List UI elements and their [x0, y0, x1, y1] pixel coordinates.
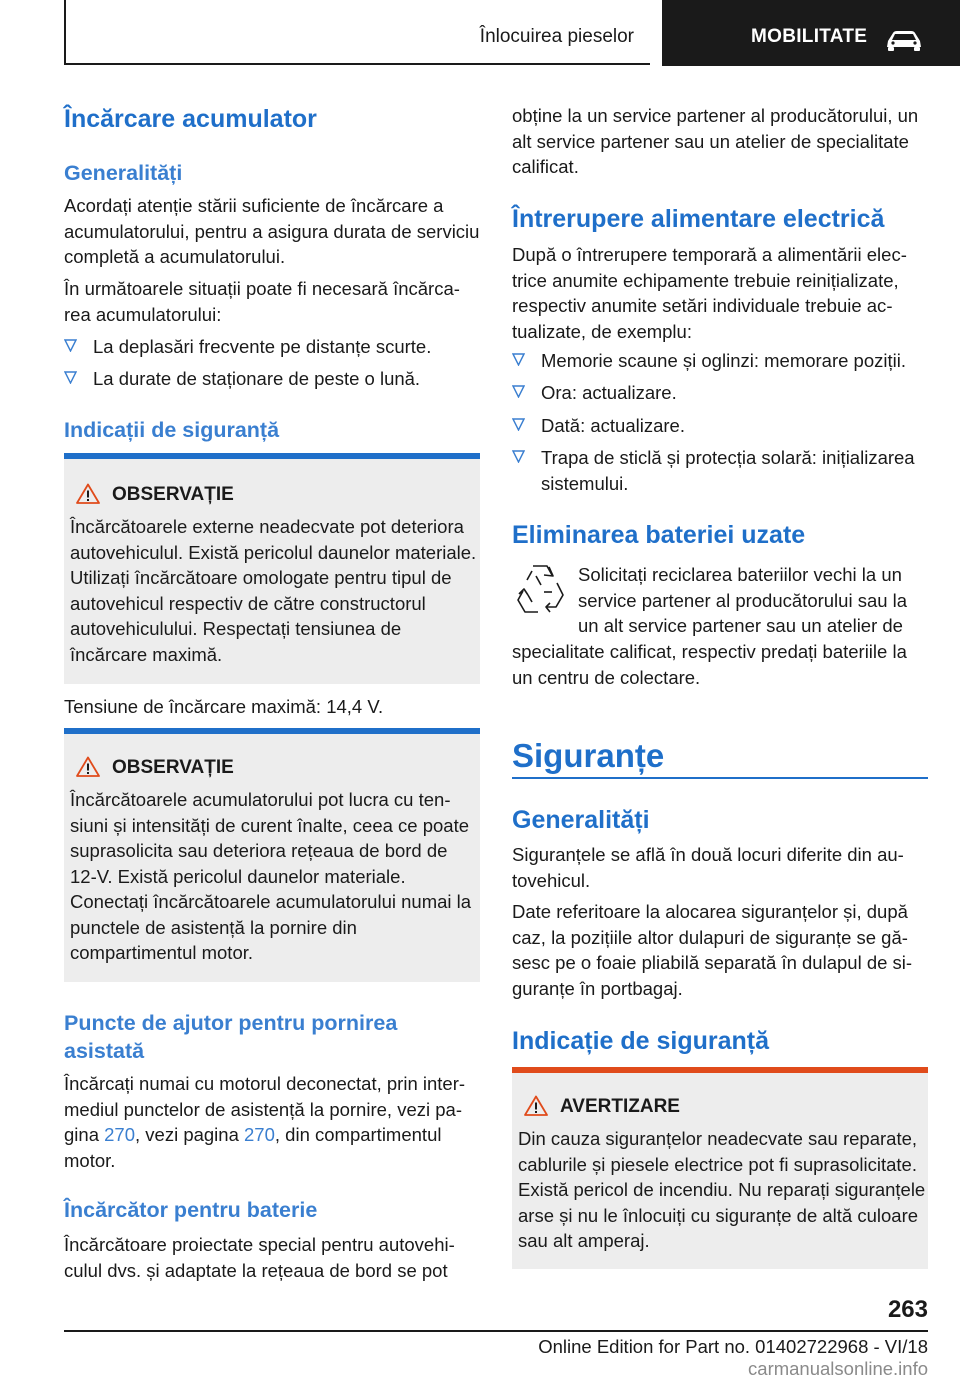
list-item-text: Dată: actualizare.: [541, 415, 685, 436]
list-item-text: Ora: actualizare.: [541, 382, 677, 403]
car-icon: [884, 28, 924, 52]
heading-fuses: Siguranțe: [512, 737, 665, 774]
heading-general: Generalități: [512, 806, 650, 834]
warning-title: AVERTIZARE: [560, 1096, 680, 1117]
warning-triangle-icon: [76, 483, 100, 504]
paragraph-jump-start: [64, 1071, 480, 1173]
note-body: Încărcătoarele acumulatorului pot lucra cu tensiuni și intensități de curent înalte, ceea ce poate suprasolicita sau deteriora rețeaua de bord de 12-V. Există pericolul daunelor materiale. Conectați încărcătoarele acumulatorului numai la punctele de asistență la pornire din compartimentul motor.: [70, 789, 472, 963]
note-title: OBSERVAȚIE: [112, 484, 234, 505]
page-link-270[interactable]: 270: [104, 1124, 135, 1145]
heading-battery-charging: Încărcare acumulator: [64, 105, 317, 133]
list-item-text: La deplasări frecvente pe distanțe scurte.: [93, 336, 432, 357]
paragraph-continued: obține la un service partener al producătorului, un alt service partener sau un atelier de specialitate calificat.: [512, 105, 919, 177]
list-item-text: Trapa de sticlă și protecția solară: inițializarea sistemului.: [541, 447, 915, 494]
page-number: 263: [887, 1296, 928, 1323]
header-tab-label: MOBILITATE: [751, 26, 868, 47]
paragraph-disposal-a: Solicitați reciclarea bateriilor vechi la un service partener al producătorului sau la un alt service partener sau un atelier de: [578, 564, 908, 636]
warning-body: Din cauza siguranțelor neadecvate sau reparate, cablurile și piesele electrice pot fi suprasolicitate. Există pericol de incendiu. Nu reparați siguranțele arse și nu le înlocuiți cu siguranțe de altă culoare sau alt amperaj.: [518, 1128, 926, 1251]
note-body: Încărcătoarele externe neadecvate pot deteriora autovehiculul. Există pericolul daunelor materiale. Utilizați încărcătoare omologate pentru tipul de autovehicul respectiv de către constructorul autovehiculului. Respectați tensiunea de încărcare maximă.: [70, 516, 477, 665]
footer-rule: [64, 1330, 928, 1332]
paragraph-max-voltage: Tensiune de încărcare maximă: 14,4 V.: [64, 696, 384, 717]
heading-power-interruption: Întrerupere alimentare electrică: [512, 205, 885, 233]
paragraph-fuses-location: Siguranțele se află în două locuri diferite din autovehicul.: [512, 844, 904, 891]
warning-triangle-icon: [524, 1095, 548, 1116]
paragraph-power-interruption: După o întrerupere temporară a alimentării electrice anumite echipamente trebuie reinițializate, respectiv anumite setări individuale trebuie actualizate, de exemplu:: [512, 244, 907, 342]
bullet-triangle-icon: [512, 418, 525, 431]
note-box-chargers: [64, 453, 480, 684]
warning-triangle-icon: [76, 756, 100, 777]
header-bottom-border: [64, 63, 650, 65]
paragraph-fuses-allocation: Date referitoare la alocarea siguranțelor și, după caz, la pozițiile altor dulapuri de siguranțe se găsesc pe o foaie pliabilă separată în dulapul de siguranțe în portbagaj.: [512, 901, 913, 999]
heading-safety-note: Indicație de siguranță: [512, 1027, 770, 1055]
paragraph-charge-state: Acordați atenție stării suficiente de încărcare a acumulatorului, pentru a asigura durata de serviciu completă a acumulatorului.: [64, 195, 480, 267]
recycle-icon: [516, 562, 564, 616]
header-tab[interactable]: [662, 0, 960, 66]
warning-box-fuses: [512, 1067, 928, 1269]
heading-rule: [512, 777, 928, 779]
jump-text-b: , vezi pagina: [135, 1124, 245, 1145]
page-link-270[interactable]: 270: [244, 1124, 275, 1145]
bullet-triangle-icon: [64, 339, 77, 352]
note-box-charger-current: [64, 728, 480, 982]
bullet-triangle-icon: [512, 353, 525, 366]
jump-text-c: , din compartimentul motor.: [64, 1124, 442, 1171]
footer-edition: [466, 1336, 928, 1380]
heading-general: Generalități: [64, 161, 183, 185]
jump-text-a: Încărcați numai cu motorul deconectat, prin intermediul punctelor de asistență la pornire, vezi pagina: [64, 1073, 466, 1145]
heading-battery-disposal: Eliminarea bateriei uzate: [512, 521, 806, 549]
warning-top-bar: [512, 1067, 928, 1073]
list-item-text: Memorie scaune și oglinzi: memorare poziții.: [541, 350, 906, 371]
note-title: OBSERVAȚIE: [112, 757, 234, 778]
heading-battery-charger: Încărcător pentru baterie: [64, 1198, 318, 1222]
header-section-title: Înlocuirea pieselor: [479, 26, 634, 47]
edition-text: Online Edition for Part no. 01402722968 - VI/18: [538, 1336, 928, 1357]
note-top-bar: [64, 453, 480, 459]
bullet-triangle-icon: [64, 371, 77, 384]
bullet-triangle-icon: [512, 450, 525, 463]
watermark-text: carmanualsonline.info: [748, 1358, 928, 1379]
bullet-triangle-icon: [512, 385, 525, 398]
list-item-text: La durate de staționare de peste o lună.: [93, 368, 421, 389]
heading-safety-notes: Indicații de siguranță: [64, 418, 280, 442]
paragraph-situations: În următoarele situații poate fi necesară încărcarea acumulatorului:: [64, 278, 460, 325]
note-top-bar: [64, 728, 480, 734]
heading-jump-start-points: Puncte de ajutor pentru pornirea asistată: [64, 1011, 398, 1063]
paragraph-charger: Încărcătoare proiectate special pentru autovehiculul dvs. și adaptate la rețeaua de bord se pot: [64, 1234, 455, 1281]
paragraph-disposal-b: specialitate calificat, respectiv predați bateriile la un centru de colectare.: [512, 641, 907, 688]
